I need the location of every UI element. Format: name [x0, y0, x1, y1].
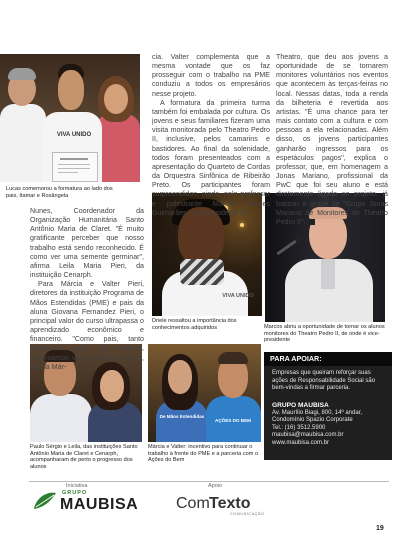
text-column-top-right [276, 53, 388, 227]
person-mother [96, 114, 140, 182]
shirt-print-2: VIVA UNIDO [222, 293, 254, 299]
paragraph: Para Márcia e Valter Pieri, diretores da instituição Programa de Mãos Estendidas (PME) e pais da aluna Giovana Fernandez Pieri, o principal valor do curso ultrapassa o aprendizado econômico e financeiro. "Como pais, tanto biológicos como de coração, observamos um crescimento real", afirma Már- [30, 280, 144, 371]
sidebar-address [272, 410, 390, 447]
person-father [0, 104, 46, 182]
sidebar-body: Empresas que queiram reforçar suas ações de Responsabilidade Social são bem-vindas a firmar parceria. [272, 370, 376, 392]
caption-photo-paulo-leila: Paulo Sérgio e Leila, das instituições Santo Antônio Maria de Claret e Cenarph, acompanharam de perto o progresso dos alunos [30, 444, 138, 470]
sidebar-title: PARA APOIAR: [264, 352, 392, 366]
address-line: Tel.: (16) 3512.5900 [272, 424, 326, 431]
shirt-print: VIVA UNIDO [56, 132, 92, 138]
shirt-print-3: De Mãos Estendidas [159, 414, 205, 419]
page-number: 19 [376, 525, 384, 532]
paragraph-text: Theatro, que deu aos jovens a oportunidade de se tornarem monitores voluntários nos eventos que acontecem às terças-feiras no local. Nessas datas, toda a renda da bilheteria é revertida aos artistas. "É uma chance para ter mais contato com a cultura e com pessoas a ela relacionadas. Além disso, os jovens participantes ganharão ingressos para os espetáculos pagos", explica o professor, que, em homenagem a Jonas Mariano, profissional da PwC que foi seu aluno e está diretamente ligado ao projeto, já batizou o grupo de "Grupo Jonas Mariano de Monitores do Theatro Pedro II". [276, 53, 388, 226]
footer-divider [29, 481, 389, 482]
caption-photo-driele: Driele ressaltou a importância dos conhecimentos adquiridos [152, 318, 237, 331]
caption-photo-marcia-valter: Márcia e Valter: incentivo para continuar o trabalho à frente do PME e a parceria com o Ações do Bem [148, 444, 259, 464]
logo2-part-a: Com [176, 495, 210, 512]
address-line: Av. Maurílio Biagi, 800, 14º andar, [272, 410, 363, 416]
paragraph [276, 53, 388, 227]
certificate [52, 152, 98, 182]
logo2-sub: COMUNICAÇÃO [230, 512, 265, 516]
support-sidebar [264, 352, 392, 460]
comtexto-logo [176, 495, 276, 519]
caption-photo-marcos: Marcos abriu a oportunidade de tornar os alunos monitores do Theatro Pedro II, de onde é vice-presidente [264, 324, 385, 344]
logo2-part-b: Texto [209, 495, 251, 512]
paragraph: Nunes, Coordenador da Organização Humanitária Santo Antônio Maria de Claret. "É muito gratificante perceber que nosso trabalho está sendo reconhecido. É como ver uma semente germinar", afirma Leila Maria Pieri, da instituição Cenarph. [30, 207, 144, 280]
end-mark-icon [309, 219, 315, 225]
support-label: Apoio [208, 483, 223, 489]
address-line: Condomínio Spazio Corporate [272, 417, 353, 424]
initiative-label: Iniciativa [66, 483, 88, 489]
photo-lucas-family [0, 54, 140, 182]
paragraph: A formatura da primeira turma também foi embalada por cultura. Os jovens e seus familiares fizeram uma visita monitorada pelo Theatro Pedro II, inclusive, pelos camarins e bastidores. Ao final da solenidade, todos foram presenteados com a apresentação do Quarteto de Cordas da Orquestra Sinfônica de Ribeirão Preto. Os participantes foram surpreendidos, ainda, pelo professor e palestrante Marcos Gomes Guimarães, vice-presidente do [152, 98, 270, 217]
website-link[interactable]: www.maubisa.com.br [272, 439, 330, 446]
paragraph: cia. Valter complementa que a mesma vontade que os faz prosseguir com o trabalho na PME conduziu a todos os empresários nesse projeto. [152, 53, 270, 98]
text-column-left-middle [30, 207, 144, 372]
sidebar-org-name: GRUPO MAUBISA [272, 402, 329, 409]
email-link[interactable]: maubisa@maubisa.com.br [272, 432, 344, 439]
caption-photo-lucas: Lucas comemorou a formatura ao lado dos pais, Itamar e Rosângela [6, 186, 113, 199]
striped-scarf [180, 259, 224, 285]
photo-marcia-valter [148, 344, 261, 442]
maubisa-logo [32, 488, 152, 518]
shirt-print-4: AÇÕES DO BEM [215, 418, 251, 423]
maubisa-leaf-icon [32, 489, 58, 515]
logo-name: MAUBISA [60, 496, 139, 513]
logo-small-text: GRUPO [62, 490, 88, 496]
text-column-top-middle [152, 53, 270, 218]
